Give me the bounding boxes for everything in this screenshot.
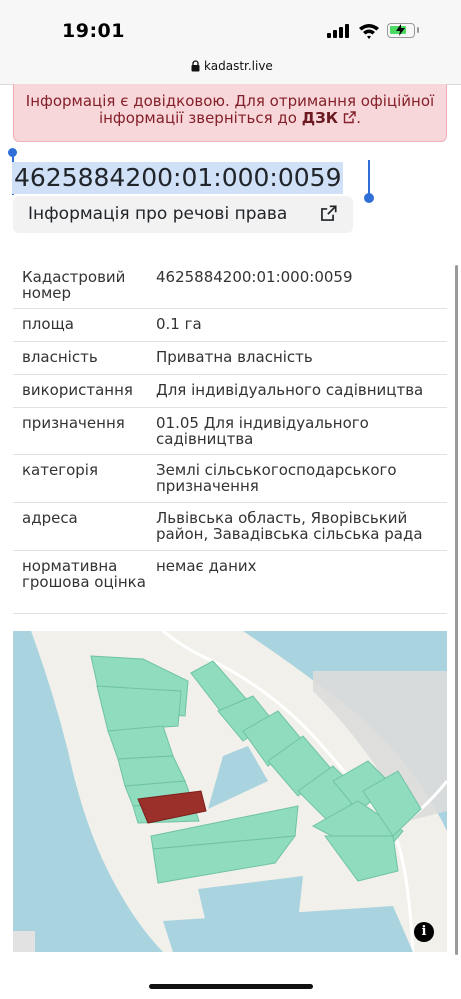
row-key: адреса	[22, 509, 78, 527]
row-value: 0.1 га	[156, 315, 202, 333]
row-key: категорія	[22, 461, 98, 479]
table-row	[13, 503, 447, 551]
alert-end: .	[356, 109, 362, 127]
page-scrollbar[interactable]	[455, 265, 458, 955]
table-row	[13, 455, 447, 503]
row-key: використання	[22, 381, 133, 399]
external-link-icon	[343, 111, 356, 124]
external-link-icon	[320, 205, 337, 222]
map-canvas[interactable]	[13, 631, 447, 952]
url-text[interactable]: kadastr.live	[204, 59, 273, 73]
table-row	[13, 551, 447, 614]
status-time: 19:01	[62, 20, 125, 42]
row-key: призначення	[22, 414, 125, 432]
alert-text: Інформація є довідковою. Для отримання офіційної інформації зверніться до	[25, 92, 435, 127]
row-key: площа	[22, 315, 74, 333]
row-value: Львівська область, Яворівський район, Завадівська сільська рада	[156, 509, 423, 543]
row-key: власність	[22, 348, 98, 366]
dzk-link[interactable]: ДЗК	[302, 109, 357, 127]
cadastral-number-title[interactable]: 4625884200:01:000:0059	[14, 163, 342, 192]
table-row	[13, 309, 447, 342]
map-info-button[interactable]: i	[414, 922, 434, 942]
lock-icon	[191, 60, 200, 72]
row-value: Приватна власність	[156, 348, 313, 366]
row-key: Кадастровий номер	[22, 268, 126, 302]
row-value: Для індивідуального садівництва	[156, 381, 424, 399]
selection-end-handle[interactable]	[364, 193, 374, 203]
info-alert	[13, 84, 447, 142]
browser-address-bar[interactable]	[0, 52, 461, 85]
battery-charging-icon	[387, 23, 415, 38]
table-row	[13, 408, 447, 455]
wifi-icon	[358, 22, 380, 40]
property-rights-button[interactable]	[13, 196, 353, 233]
cellular-signal-icon	[327, 24, 351, 38]
row-value: немає даних	[156, 557, 257, 575]
property-rights-label: Інформація про речові права	[28, 204, 288, 224]
table-row	[13, 262, 447, 309]
status-bar	[0, 0, 461, 52]
home-indicator	[149, 984, 313, 989]
row-value: Землі сільськогосподарського призначення	[156, 461, 397, 495]
row-key: нормативна грошова оцінка	[22, 557, 146, 591]
parcel-map[interactable]	[13, 631, 447, 952]
parcel-info-table	[13, 262, 447, 614]
row-value: 01.05 Для індивідуального садівництва	[156, 414, 369, 448]
table-row	[13, 375, 447, 408]
row-value: 4625884200:01:000:0059	[156, 268, 353, 286]
table-row	[13, 342, 447, 375]
